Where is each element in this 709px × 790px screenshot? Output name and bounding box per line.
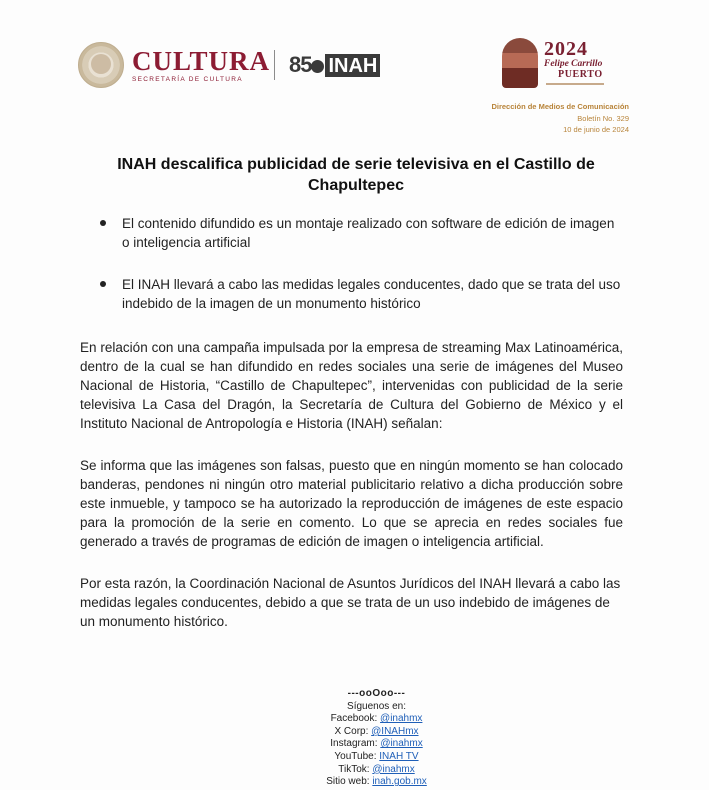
bullet-text: El contenido difundido es un montaje realizado con software de edición de imagen o inteligencia artificial (122, 216, 615, 250)
body-text (80, 338, 623, 654)
paragraph: En relación con una campaña impulsada por la empresa de streaming Max Latinoamérica, dentro de la cual se han difundido en redes sociales una serie de imágenes del Museo Nacional de Historia, “Castillo de Chapultepec”, intervenidas con publicidad de la serie televisiva La Casa del Dragón, la Secretaría de Cultura del Gobierno de México y el Instituto Nacional de Antropología e Historia (INAH) señalan: (80, 340, 623, 431)
meta-direction: Dirección de Medios de Comunicación (491, 102, 629, 111)
paragraph: Se informa que las imágenes son falsas, puesto que en ningún momento se han colocado banderas, pendones ni ningún otro material publicitario relativo a dicha producción sobre este inmueble, y tampoco se ha autorizado la reproducción de imágenes de este espacio para la promoción de la serie en comento. Lo que se aprecia en redes sociales fue generado a través de programas de edición de imagen o inteligencia artificial. (80, 458, 623, 549)
inah-logo-number: 85 (289, 52, 312, 77)
mexico-seal-icon (78, 42, 124, 88)
footer-separator: ---ooOoo--- (347, 688, 406, 699)
list-item (96, 275, 624, 313)
bullet-text: El INAH llevará a cabo las medidas legales conducentes, dado que se trata del uso indebido de la imagen de un monumento histórico (122, 277, 621, 311)
footer-follow-label: Síguenos en: (347, 700, 406, 712)
social-label: Instagram: (330, 738, 378, 750)
cultura-logo (78, 42, 270, 88)
social-label: YouTube: (334, 750, 377, 762)
social-row-tiktok (80, 764, 673, 777)
year-logo-name-line2: PUERTO (558, 69, 603, 80)
instagram-link[interactable]: @inahmx (380, 738, 423, 750)
social-row-facebook (80, 713, 673, 726)
social-row-instagram (80, 738, 673, 751)
inah-logo-word: INAH (325, 54, 380, 77)
bullet-icon (100, 281, 106, 287)
bullet-icon (100, 220, 106, 226)
social-label: X Corp: (334, 725, 369, 737)
social-row-x (80, 726, 673, 739)
page-title: INAH descalifica publicidad de serie televisiva en el Castillo de Chapultepec (117, 156, 595, 194)
website-link[interactable]: inah.gob.mx (372, 776, 427, 788)
tiktok-link[interactable]: @inahmx (372, 763, 415, 775)
facebook-link[interactable]: @inahmx (380, 713, 423, 725)
paragraph: Por esta razón, la Coordinación Nacional de Asuntos Jurídicos del INAH llevará a cabo las medidas legales conducentes, debido a que se trata de un uso indebido de imágenes de un monumento histórico. (80, 576, 621, 629)
inah-logo (289, 52, 380, 78)
cultura-logo-subtitle: SECRETARÍA DE CULTURA (132, 76, 243, 83)
inah-mark-icon (311, 60, 324, 73)
meta-date: 10 de junio de 2024 (563, 125, 629, 134)
year-logo-rule (546, 83, 604, 85)
list-item (96, 214, 624, 252)
youtube-link[interactable]: INAH TV (379, 750, 419, 762)
portrait-icon (502, 38, 538, 88)
year-2024-logo (500, 38, 610, 90)
bulletin-meta (491, 101, 629, 136)
logo-divider (274, 50, 275, 80)
summary-bullets (96, 214, 624, 336)
social-footer (80, 688, 673, 789)
social-label: TikTok: (338, 763, 370, 775)
social-label: Facebook: (330, 713, 378, 725)
cultura-logo-word: CULTURA (132, 46, 271, 76)
meta-bulletin-number: Boletín No. 329 (577, 113, 629, 123)
x-link[interactable]: @INAHmx (371, 725, 419, 737)
social-label: Sitio web: (326, 776, 370, 788)
social-row-website (80, 776, 673, 789)
social-row-youtube (80, 751, 673, 764)
year-logo-year: 2024 (544, 38, 588, 60)
year-logo-name-line1: Felipe Carrillo (544, 59, 603, 69)
